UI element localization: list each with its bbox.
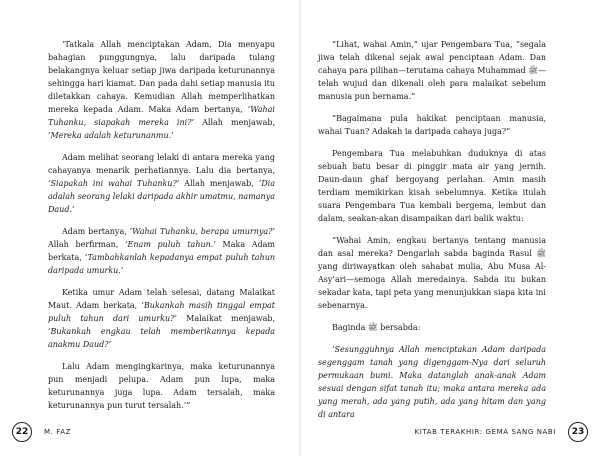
page-number: 23 [568,422,588,442]
paragraph: “Lihat, wahai Amin,” ujar Pengembara Tua, “segala jiwa telah dikenal sejak awal penciptaan Adam. Dan cahaya para pilihan—terutama cahaya Muhammad ﷺ—telah wujud dan dikenali oleh para malaikat sebelum manusia pun bernama.” [318,40,546,101]
right-footer [415,422,588,442]
paragraph: Adam bertanya, ‘Wahai Tuhanku, berapa umurnya?’ Allah berfirman, ‘Enam puluh tahun.’ Maka Adam berkata, ‘Tambahkanlah kepadanya empat puluh tahun daripada umurku.’ [48,227,276,275]
right-page [301,0,600,456]
paragraph: ‘Sesungguhnya Allah menciptakan Adam daripada segenggam tanah yang digenggam-Nya dari seluruh permukaan bumi. Maka datanglah anak-anak Adam sesuai dengan sifat tanah itu; maka antara mereka ada yang merah, ada yang putih, ada yang hitam dan yang di antara [318,345,546,419]
running-head: M. FAZ [44,428,72,436]
paragraph: “Wahai Amin, engkau bertanya tentang manusia dan asal mereka? Dengarlah sabda baginda Rasul ﷺ yang diriwayatkan oleh sahabat mulia, Abu Musa Al-Asy’ari—semoga Allah meredainya. Sabda itu bukan sekadar kata, tapi peta yang menunjukkan siapa kita ini sebenarnya. [318,236,546,310]
paragraph: Lalu Adam mengingkarinya, maka keturunannya pun menjadi pelupa. Adam pun lupa, maka keturunannya juga lupa. Adam tersalah, maka keturunannya pun turut tersalah.’” [48,362,275,410]
left-footer [12,422,71,442]
paragraph: Ketika umur Adam telah selesai, datang Malaikat Maut. Adam berkata, ‘Bukankah masih tinggal empat puluh tahun dari umurku?’ Malaikat menjawab, ‘Bukankah engkau telah memberikannya kepada anakmu Daud?’ [48,288,276,349]
right-page-text [318,38,546,430]
left-page-text [48,38,275,421]
left-page [0,0,299,456]
paragraph: Adam melihat seorang lelaki di antara mereka yang cahayanya menarik perhatiannya. Lalu dia bertanya, ‘Siapakah ini wahai Tuhanku?’ Allah menjawab, ‘Dia adalah seorang lelaki daripada akhir umatmu, namanya Daud.’ [48,153,275,214]
running-head: KITAB TERAKHIR: GEMA SANG NABI [414,428,556,436]
paragraph: Pengembara Tua melabuhkan duduknya di atas sebuah batu besar di pinggir mata air yang jernih. Daun-daun ghaf bergoyang perlahan. Amin masih terdiam memikirkan kisah sebelumnya. Ketika itulah suara Pengembara Tua kembali bergema, lembut dan dalam, seakan-akan disampaikan dari balik waktu: [318,149,546,223]
paragraph: “Bagaimana pula hakikat penciptaan manusia, wahai Tuan? Adakah ia daripada cahaya juga?” [318,114,546,136]
paragraph: ‘Tatkala Allah menciptakan Adam, Dia menyapu bahagian punggungnya, lalu daripada tulang belakangnya keluar setiap jiwa daripada keturunannya sehingga hari kiamat. Dan pada dahi setiap manusia itu diletakkan cahaya. Kemudian Allah memperlihatkan mereka kepada Adam. Maka Adam bertanya, ‘Wahai Tuhanku, siapakah mereka ini?’ Allah menjawab, ‘Mereka adalah keturunanmu.’ [48,40,275,140]
page-number: 22 [12,422,32,442]
paragraph: Baginda ﷺ bersabda: [332,323,421,332]
